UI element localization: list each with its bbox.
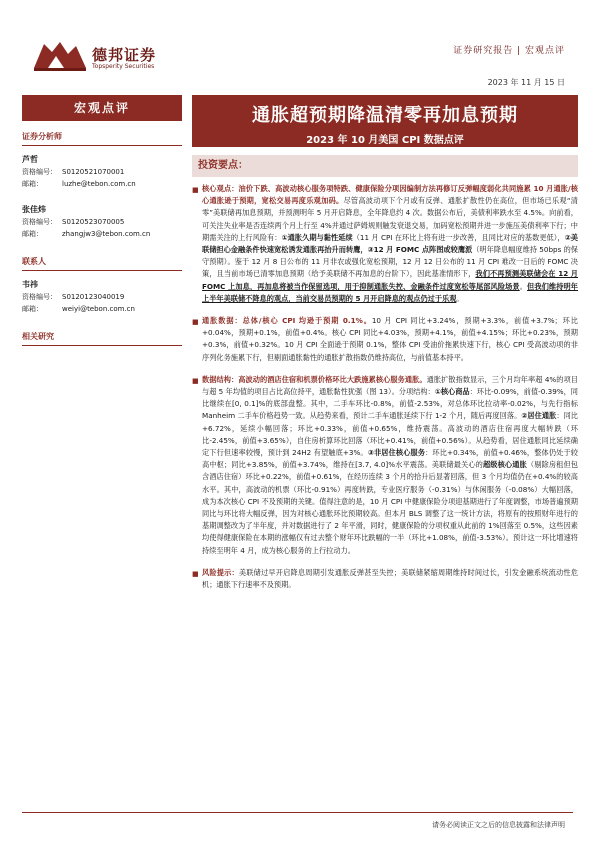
inflation-data-paragraph: ■ 通胀数据：总体/核心 CPI 均逊于预期 0.1%。10 月 CPI 同比+3.24%，预期+3.3%，前值+3.7%；环比+0.04%，预期+0.1%，前值+0.4%。核心 CPI 同比+4.03%，预期+4.1%，前值+4.15%；环比+0.23%，预期+0.3%，前值+0.32%。10 月 CPI 全面逊于预期 0.1%，整体 CPI 受油价拖累快速下行，核心 CPI 受高波动项的非序列化务施累下行，但剔面通胀黏性的通胀扩散指数仍维持高位，与前值基本持平。	[192, 316, 578, 362]
analyst-card	[22, 154, 182, 190]
brand-name-en: Topsperity Securities	[92, 63, 155, 70]
bullet-icon: ■	[192, 569, 199, 578]
cert-number: S0120523070005	[62, 218, 125, 226]
cert-label: 资格编号：	[22, 293, 57, 301]
section-banner: 宏观点评	[22, 95, 182, 121]
title-box	[192, 95, 578, 147]
cert-number: S0120521070001	[62, 168, 125, 176]
email-label: 邮箱：	[22, 230, 43, 238]
brand-name: 德邦证券	[92, 46, 157, 64]
company-logo-icon	[30, 38, 90, 74]
core-view-paragraph: ■ 核心观点：油价下跌、高波动核心服务项特跌、健康保险分项因编制方法再修订反弹幅度弱化共同施累 10 月通胀/核心通胀逊于预期，宽松交易再度乐观加码。尽管高波动项下个月或有反弹、通胀扩散性仍在高位，但市场已乐观“清零”美联储再加息预期，并预测明年 5 月开启降息，全年降息约 4 次。数据公布后，美债利率跌水至 4.5%。向前看，可关注失业率是否连续两个月上行至 4%并通过萨姆规则触发衰退交易，加码宽松预期并进一步施压美债利率下行；中期需关注的上行风险有：①通胀久期与黏性延续（11 月 CPI 在环比上将有进一步改善，且同比对应的基数更低），②美联储担心金融条件快速宽松诱发通胀再抬升而转鹰，③12 月 FOMC 点阵图或较鹰派（明年降息幅度维持 50bps 的保守预期）。鉴于 12 月 8 日公布的 11 月非农或强化宽松预期，12 月 12 日公布的 11 月 CPI 难改一日后的 FOMC 决策，且当前市场已清零加息预期（给予美联储不再加息的台阶下），因此基准情形下，我们不再预测美联储会在 12 月 FOMC 上加息，再加息将被当作保留选项，用于抑制通胀失控、金融条件过度宽松等尾部风险场景。但我们维持明年上半年美联储不降息的观点，当前交易员预期的 5 月开启降息的观点仍过于乐观。	[192, 184, 578, 303]
related-research-title: 相关研究	[22, 331, 182, 346]
report-header	[0, 0, 595, 90]
bullet-icon: ■	[192, 318, 199, 327]
analyst-section-title: 证券分析师	[22, 131, 182, 146]
cert-label: 资格编号：	[22, 168, 57, 176]
email-label: 邮箱：	[22, 305, 43, 313]
email-link[interactable]: luzhe@tebon.com.cn	[62, 180, 136, 188]
email-link[interactable]: weiyi@tebon.com.cn	[62, 305, 135, 313]
footer-divider	[22, 812, 573, 813]
footer-disclaimer: 请务必阅读正文之后的信息披露和法律声明	[432, 821, 565, 829]
key-points-header: 投资要点：	[192, 155, 578, 177]
analyst-card	[22, 204, 182, 240]
page-subtitle: 2023 年 10 月美国 CPI 数据点评	[306, 135, 464, 146]
sidebar	[22, 95, 182, 346]
contact-section-title: 联系人	[22, 256, 182, 271]
contact-name: 韦祎	[22, 280, 38, 289]
email-link[interactable]: zhangjw3@tebon.com.cn	[62, 230, 151, 238]
cert-number: S0120123040019	[62, 293, 125, 301]
analyst-name: 芦哲	[22, 155, 38, 164]
contact-card	[22, 279, 182, 315]
data-structure-paragraph: ■ 数据结构：高波动的酒店住宿和机票价格环比大跌施累核心服务通胀。通胀扩散指数显示，三个月均年率超 4%的项目与超 5 年均值的项目占比高位持平，通胀黏性犹强（图 13）。分项结构：①核心商品：环比-0.09%，前值-0.39%，同比继续在[0, 0.1]%的底部盘整。其中，二手车环比-0.8%，前值-2.53%，对总体环比拉动率-0.02%，与先行指标 Manheim 二手车价格趋势一致。从趋势来看，预计二手车通胀延续下行 1-2 个月，随后再度回落。②居住通胀：同比+6.72%，延续小幅回落；环比+0.33%，前值+0.65%，维持震荡。高波动的酒店住宿再度大幅转跌（环比-2.45%，前值+3.65%），自住房析算环比回落（环比+0.41%，前值+0.56%）。从趋势看，居住通胀同比延续确定下行但速率较慢，预计到 24H2 有望触底+3%。③非居住核心服务：环比+0.34%，前值+0.46%，整体仍处于较高中枢；同比+3.85%，前值+3.74%，维持在[3.7, 4.0]%水平震荡。美联储最关心的超级核心通胀（剔除房租但包含酒店住宿）环比+0.22%，前值+0.61%，在经历连续 3 个月的拾升后显著回落，但 3 个月均值仍在+0.4%的较高水平。其中，高波动的机票（环比-0.91%）再度转跌，专业医疗服务（-0.31%）与休闲服务（-0.08%）大幅回落，成为本次核心 CPI 不及预期的关键。值得注意的是，10 月 CPI 中健康保险分项迎基期进行了年度调整，市场普遍预期同比与环比将大幅反弹，因为对核心通胀环比预期较高。但本月 BLS 调整了这一统计方法，将原有的按照财年进行的基期调整改为了半年度，并对数据进行了 2 年平滑，同时，健康保险的分项权重从此前的 1%回落至 0.5%，这些因素均使得健康保险在本期的涨幅仅有过去整个财年环比跌幅的一半（环比+1.08%，前值-3.53%）。预计这一环比增速将持续至明年 4 月，成为核心服务的上行拉动力。	[192, 374, 578, 555]
email-label: 邮箱：	[22, 180, 43, 188]
risk-warning-paragraph: ■ 风险提示：美联储过早开启降息周期引发通胀反弹甚至失控；美联储紧缩周期维持时间过长，引发金融系统流动性危机；通胀下行速率不及预期。	[192, 567, 578, 590]
cert-label: 资格编号：	[22, 218, 57, 226]
report-date: 2023 年 11 月 15 日	[487, 78, 565, 87]
bullet-icon: ■	[192, 376, 199, 385]
page-title: 通胀超预期降温清零再加息预期	[252, 105, 518, 126]
analyst-name: 张佳炜	[22, 205, 46, 214]
report-type: 证券研究报告 | 宏观点评	[453, 46, 565, 56]
main-content	[192, 95, 578, 591]
bullet-icon: ■	[192, 186, 199, 194]
